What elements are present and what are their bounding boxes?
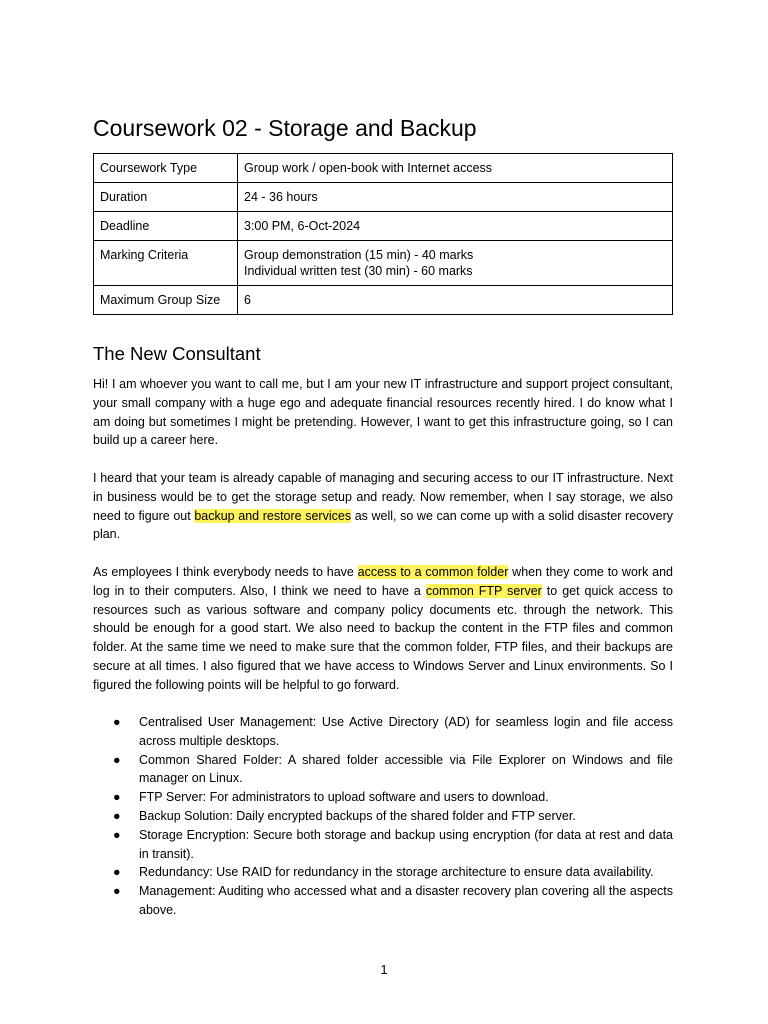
table-value-line: Group work / open-book with Internet access <box>244 161 493 175</box>
table-row <box>94 241 673 286</box>
table-row <box>94 212 673 241</box>
table-value-cell <box>238 241 673 286</box>
list-item-text: FTP Server: For administrators to upload software and users to download. <box>139 790 549 805</box>
bullet-icon: ● <box>113 827 121 842</box>
paragraph-text: As employees I think everybody needs to have <box>93 564 358 579</box>
document-title: Coursework 02 - Storage and Backup <box>93 115 477 141</box>
requirements-list <box>93 713 673 920</box>
highlighted-text: access to a common folder <box>357 564 509 579</box>
table-label-cell: Coursework Type <box>94 154 238 183</box>
list-item-text: Storage Encryption: Secure both storage and backup using encryption (for data at rest and data in transit). <box>139 827 673 861</box>
list-item <box>93 882 673 920</box>
table-row <box>94 286 673 315</box>
page-number: 1 <box>380 962 388 977</box>
body-paragraph <box>93 375 673 450</box>
coursework-info-table <box>93 153 673 315</box>
highlighted-text: backup and restore services <box>194 508 352 523</box>
list-item <box>93 863 673 882</box>
bullet-icon: ● <box>113 790 121 805</box>
list-item-text: Backup Solution: Daily encrypted backups of the shared folder and FTP server. <box>139 808 576 823</box>
table-value-line: 3:00 PM, 6-Oct-2024 <box>244 219 361 233</box>
paragraph-text: when they come to work and log in to their computers. Also, I think we need to have a <box>93 564 673 598</box>
paragraph-text: as well, so we can come up with a solid disaster recovery plan. <box>93 508 673 542</box>
table-label-cell: Deadline <box>94 212 238 241</box>
body-paragraph <box>93 563 673 695</box>
list-item <box>93 713 673 751</box>
bullet-icon: ● <box>113 715 121 729</box>
bullet-icon: ● <box>113 884 121 899</box>
table-row <box>94 154 673 183</box>
table-value-line: 6 <box>244 293 251 307</box>
table-label-cell: Maximum Group Size <box>94 286 238 315</box>
section-title: The New Consultant <box>93 343 261 364</box>
paragraph-text: to get quick access to resources such as various software and company policy documents etc. through the network. This should be enough for a good start. We also need to backup the content in the FTP files and common folder. At the same time we need to make sure that the common folder, FTP files, and their backups are secure at all times. I also figured that we have access to Windows Server and Linux environments. So I figured the following points will be helpful to go forward. <box>93 583 673 692</box>
list-item-text: Common Shared Folder: A shared folder accessible via File Explorer on Windows and file manager on Linux. <box>139 752 673 786</box>
table-value-cell <box>238 286 673 315</box>
info-table-body <box>94 154 673 315</box>
bullet-icon: ● <box>113 865 121 880</box>
bullet-icon: ● <box>113 752 121 767</box>
table-value-line: 24 - 36 hours <box>244 190 318 204</box>
list-item-text: Centralised User Management: Use Active Directory (AD) for seamless login and file access across multiple desktops. <box>139 715 673 748</box>
list-item <box>93 826 673 864</box>
table-row <box>94 183 673 212</box>
body-paragraphs <box>93 375 673 713</box>
highlighted-text: common FTP server <box>425 583 542 598</box>
list-item <box>93 788 673 807</box>
list-item-text: Redundancy: Use RAID for redundancy in the storage architecture to ensure data availability. <box>139 865 654 880</box>
table-value-cell <box>238 183 673 212</box>
table-label-cell: Marking Criteria <box>94 241 238 286</box>
table-value-cell <box>238 212 673 241</box>
list-item <box>93 751 673 789</box>
table-value-line: Individual written test (30 min) - 60 marks <box>244 264 473 278</box>
table-label-cell: Duration <box>94 183 238 212</box>
body-paragraph <box>93 469 673 544</box>
list-item <box>93 807 673 826</box>
table-value-cell <box>238 154 673 183</box>
paragraph-text: I heard that your team is already capable of managing and securing access to our IT infrastructure. Next in business would be to get the storage setup and ready. Now remember, when I say storage, we also need to figure out <box>93 470 673 523</box>
paragraph-text: Hi! I am whoever you want to call me, but I am your new IT infrastructure and support project consultant, your small company with a huge ego and adequate financial resources recently hired. I do know what I am doing but sometimes I might be pretending. However, I want to get this infrastructure going, so I can build up a career here. <box>93 377 673 448</box>
bullet-icon: ● <box>113 808 121 823</box>
table-value-line: Group demonstration (15 min) - 40 marks <box>244 248 474 262</box>
list-item-text: Management: Auditing who accessed what and a disaster recovery plan covering all the aspects above. <box>139 884 673 917</box>
